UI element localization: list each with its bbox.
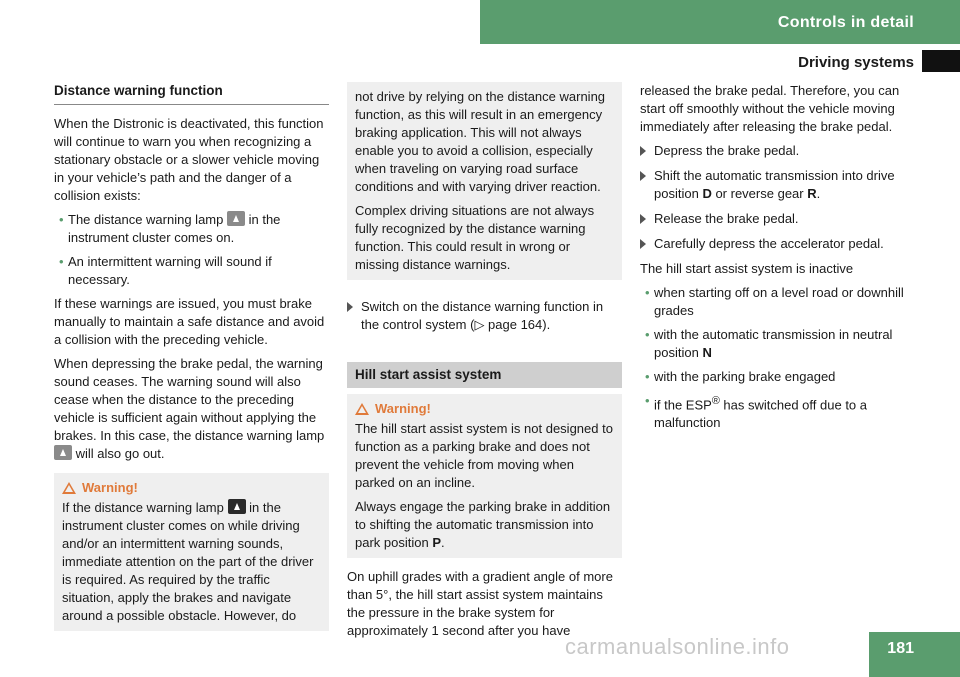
warning-title: [355, 400, 614, 418]
bullet-text-a: if the ESP: [654, 397, 712, 413]
paragraph: released the brake pedal. Therefore, you can start off smoothly without the vehicle moving immediately after releasing the brake pedal.: [640, 83, 900, 134]
step-text: Switch on the distance warning function in the control system (: [361, 299, 604, 332]
bullet-icon: •: [59, 254, 64, 269]
bullet-text-b: has switched off due to a malfunction: [654, 397, 867, 431]
bullet-icon: •: [645, 327, 650, 342]
distance-warning-lamp-icon: [54, 445, 72, 460]
step-text: Depress the brake pedal.: [654, 143, 800, 158]
list-item: [347, 298, 622, 334]
bullet-text: with the parking brake engaged: [654, 369, 836, 384]
hill-warning-box: [347, 394, 622, 558]
distance-warning-heading: Distance warning function: [54, 82, 329, 105]
warning-text-b: in the instrument cluster comes on while driving and/or an intermittent warning sounds, immediate attention on the part of the driver is required. As required by the traffic situation, apply the brakes and navigate around a possible obstacle. However, do: [62, 500, 314, 623]
gear-n-label: N: [702, 345, 712, 360]
bullet-text: when starting off on a level road or downhill grades: [654, 285, 904, 318]
section-marker: [922, 50, 960, 72]
warning-continued-text: not drive by relying on the distance warning function, as this will result in an emergency braking application. This will not always enable you to avoid a collision, especially when traveling on varying road surface conditions and with varying driver reaction.: [355, 89, 606, 194]
step-arrow-icon: [640, 171, 646, 181]
warning-paragraph: Complex driving situations are not always fully recognized by the distance warning function. This could result in wrong or missing distance warnings.: [355, 203, 595, 272]
intro-paragraph: When the Distronic is deactivated, this function will continue to warn you when recognizing a stationary obstacle or a slower vehicle moving in your vehicle’s path and the danger of a collision exists:: [54, 116, 324, 203]
gear-d-label: D: [702, 186, 712, 201]
hill-start-heading: Hill start assist system: [347, 362, 622, 388]
warning-box: [54, 473, 329, 631]
paragraph: [54, 355, 329, 463]
bullet-icon: •: [59, 212, 64, 227]
warning-paragraph: The hill start assist system is not designed to function as a parking brake and does not prevent the vehicle from moving when parked on an incline.: [355, 421, 613, 490]
list-item: [640, 235, 915, 253]
section-title: Driving systems: [798, 54, 914, 71]
warning-title-text: Warning!: [82, 480, 138, 495]
gear-r-label: R: [807, 186, 817, 201]
warning-paragraph: Always engage the parking brake in addition to shifting the automatic transmission into park position P.: [355, 499, 611, 550]
warning-box-continued: [347, 82, 622, 280]
list-item: [640, 284, 915, 320]
registered-mark: ®: [711, 395, 720, 407]
warning-triangle-icon: [355, 403, 369, 415]
list-item: [54, 253, 329, 289]
warning-text-a: Always engage the parking brake in addition to shifting the automatic transmission into park position: [355, 499, 611, 550]
step-text-a: Shift the automatic transmission into drive position: [654, 168, 895, 201]
bullet-text-a: with the automatic transmission in neutral position: [654, 327, 893, 360]
distance-warning-lamp-icon: [227, 211, 245, 226]
bullet-icon: •: [645, 369, 650, 384]
gear-p-label: P: [432, 535, 442, 550]
warning-text-a: If the distance warning lamp: [62, 500, 224, 515]
list-item: [640, 142, 915, 160]
list-item: [640, 326, 915, 362]
warning-title-text: Warning!: [375, 401, 431, 416]
step-arrow-icon: [640, 214, 646, 224]
bullet-text-a: The distance warning lamp: [68, 212, 224, 227]
list-item: [54, 211, 329, 247]
list-item: [640, 210, 915, 228]
warning-triangle-icon: [62, 482, 76, 494]
page-reference-link[interactable]: ▷ page 164).: [474, 317, 551, 332]
step-arrow-icon: [640, 146, 646, 156]
paragraph: The hill start assist system is inactive: [640, 261, 854, 276]
column-1: [54, 82, 329, 631]
chapter-tab: [480, 0, 960, 44]
list-item: Shift the automatic transmission into drive position D or reverse gear R.: [640, 167, 915, 203]
chapter-title: Controls in detail: [777, 14, 914, 31]
watermark: carmanualsonline.info: [565, 634, 790, 659]
bullet-icon: •: [645, 285, 650, 300]
paragraph-text-b: will also go out.: [75, 446, 165, 461]
column-2: [347, 82, 622, 646]
paragraph: On uphill grades with a gradient angle of more than 5°, the hill start assist system maintains the pressure in the brake system for approximately 1 second after you have: [347, 569, 613, 638]
step-text: Release the brake pedal.: [654, 211, 799, 226]
warning-text: [62, 499, 321, 625]
bullet-icon: •: [645, 393, 650, 408]
column-3: [640, 82, 915, 438]
warning-title: [62, 479, 321, 497]
list-item: [640, 368, 915, 386]
step-arrow-icon: [640, 239, 646, 249]
page-number: 181: [887, 640, 914, 657]
bullet-text-b: in the instrument cluster comes on.: [68, 212, 281, 245]
paragraph: If these warnings are issued, you must brake manually to maintain a safe distance and avoid a collision with the preceding vehicle.: [54, 296, 325, 347]
step-arrow-icon: [347, 302, 353, 312]
bullet-text: An intermittent warning will sound if necessary.: [68, 254, 272, 287]
distance-warning-lamp-icon: [228, 499, 246, 514]
paragraph-text-a: When depressing the brake pedal, the warning sound ceases. The warning sound will also cease when the distance to the preceding vehicle is sufficient again without applying the brakes. In this case, the distance warning lamp: [54, 356, 325, 443]
step-text-b: or reverse gear: [715, 186, 804, 201]
page-number-tab: [869, 632, 960, 677]
step-text: Carefully depress the accelerator pedal.: [654, 236, 884, 251]
list-item: [640, 392, 915, 432]
